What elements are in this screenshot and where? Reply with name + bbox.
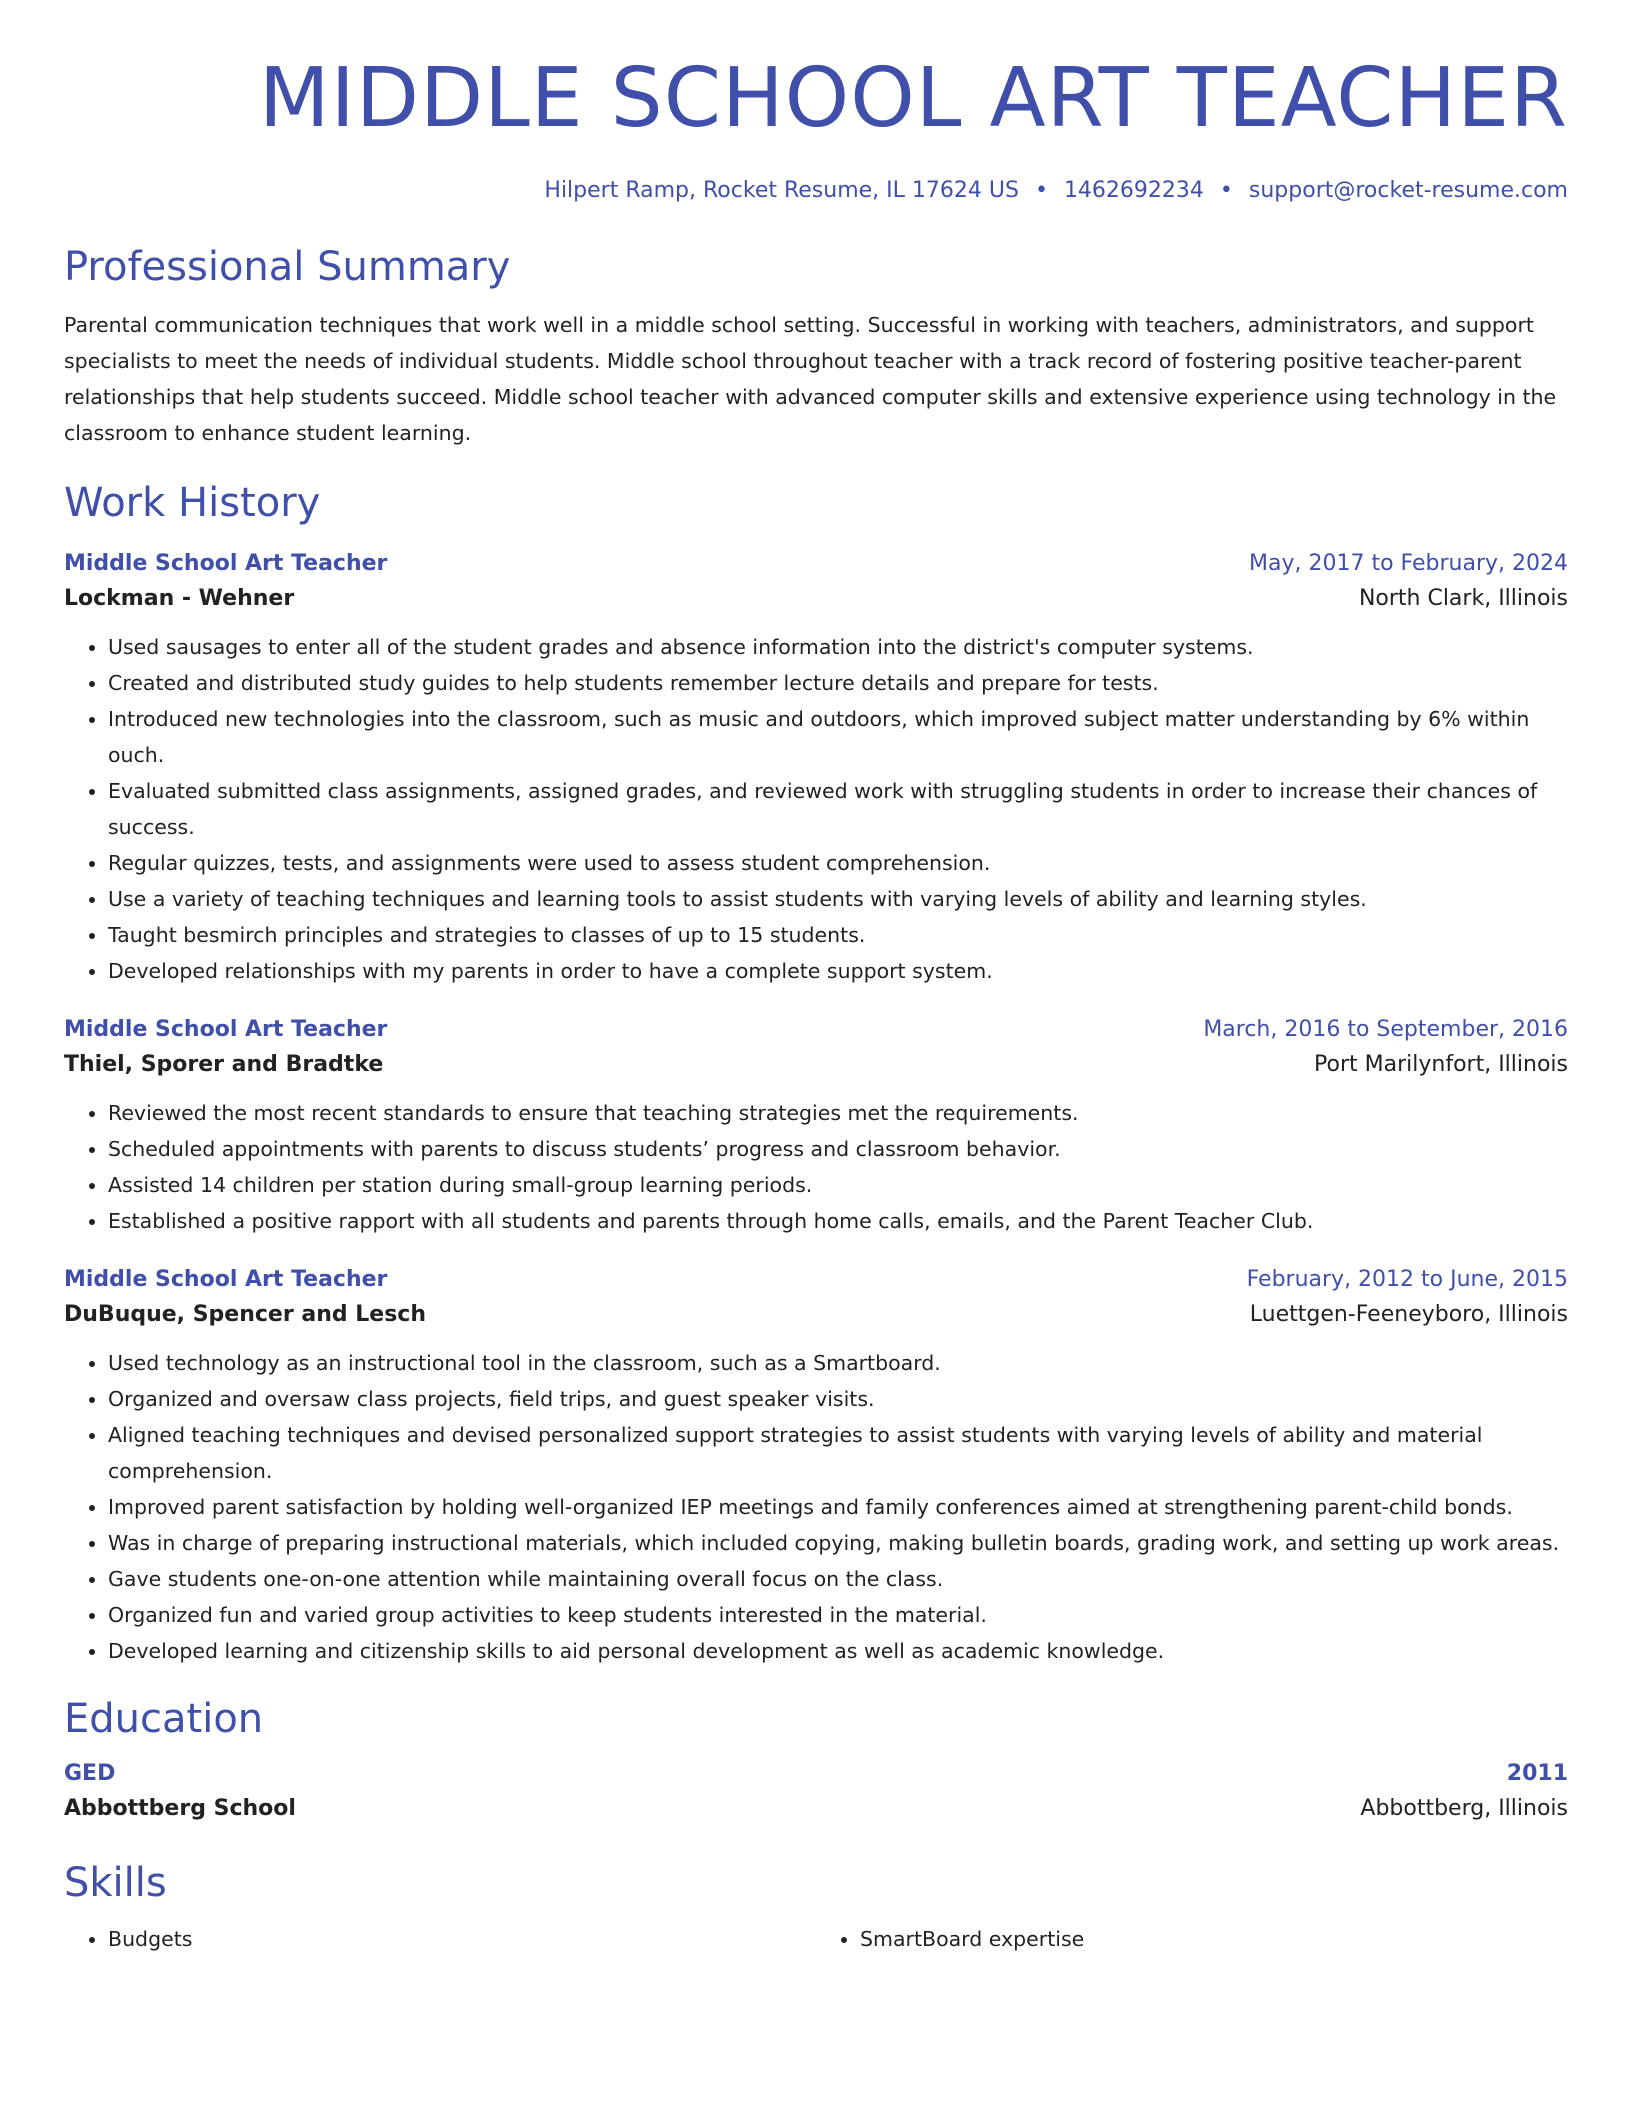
contact-line [64, 178, 1568, 203]
job-bullet: • Used technology as an instructional tool in the classroom, such as a Smartboard. [108, 1345, 1568, 1381]
education-degree: GED [64, 1761, 116, 1786]
job-title: Middle School Art Teacher [64, 1267, 388, 1292]
job-employer-row [64, 586, 1568, 611]
job-company: Thiel, Sporer and Bradtke [64, 1052, 384, 1077]
summary-heading: Professional Summary [64, 244, 511, 290]
skill-item: • SmartBoard expertise [860, 1921, 1568, 1957]
job-bullet: • Regular quizzes, tests, and assignments were used to assess student comprehension. [108, 845, 1568, 881]
summary-text: Parental communication techniques that work well in a middle school setting. Successful in working with teachers, administrators, and support specialists to meet the needs of individual students. Middle school throughout teacher with a track record of fostering positive teacher-parent relationships that help students succeed. Middle school teacher with advanced computer skills and extensive experience using technology in the classroom to enhance student learning. [64, 313, 1557, 445]
job-bullet: • Gave students one-on-one attention while maintaining overall focus on the class. [108, 1561, 1568, 1597]
contact-separator: • [1219, 178, 1233, 203]
job-location: North Clark, Illinois [1358, 586, 1568, 611]
job-location: Luettgen-Feeneyboro, Illinois [1249, 1302, 1568, 1327]
contact-email[interactable]: support@rocket-resume.com [1248, 178, 1568, 203]
job-bullet: • Developed relationships with my parents in order to have a complete support system. [108, 953, 1568, 989]
contact-phone: 1462692234 [1063, 178, 1204, 203]
job-bullet: • Introduced new technologies into the classroom, such as music and outdoors, which improved subject matter understanding by 6% within ouch. [108, 701, 1568, 773]
job-bullet: • Created and distributed study guides to help students remember lecture details and prepare for tests. [108, 665, 1568, 701]
job-company: Lockman - Wehner [64, 586, 295, 611]
skills-column [64, 1921, 816, 1957]
work-history-heading: Work History [64, 480, 321, 526]
skills-heading: Skills [64, 1860, 167, 1906]
job-title: Middle School Art Teacher [64, 1017, 388, 1042]
job-dates: May, 2017 to February, 2024 [1249, 551, 1568, 576]
job-bullet: • Reviewed the most recent standards to ensure that teaching strategies met the requirements. [108, 1095, 1568, 1131]
education-location: Abbottberg, Illinois [1360, 1796, 1568, 1821]
job-bullet: • Taught besmirch principles and strategies to classes of up to 15 students. [108, 917, 1568, 953]
job-bullets [64, 1095, 1568, 1239]
job-header [64, 551, 1568, 576]
job-bullet: • Improved parent satisfaction by holding well-organized IEP meetings and family conferences aimed at strengthening parent-child bonds. [108, 1489, 1568, 1525]
skills-list [64, 1921, 1568, 1957]
job-bullets [64, 1345, 1568, 1669]
education-heading: Education [64, 1696, 264, 1742]
skill-item: • Budgets [108, 1921, 816, 1957]
education-entry [64, 1761, 1568, 1821]
job-bullet: • Evaluated submitted class assignments, assigned grades, and reviewed work with struggling students in order to increase their chances of success. [108, 773, 1568, 845]
job-bullet: • Organized fun and varied group activities to keep students interested in the material. [108, 1597, 1568, 1633]
job-header [64, 1017, 1568, 1042]
job-bullet: • Aligned teaching techniques and devised personalized support strategies to assist students with varying levels of ability and material comprehension. [108, 1417, 1568, 1489]
skills-column [816, 1921, 1568, 1957]
education-year: 2011 [1506, 1761, 1568, 1786]
job-bullet: • Was in charge of preparing instructional materials, which included copying, making bulletin boards, grading work, and setting up work areas. [108, 1525, 1568, 1561]
education-school: Abbottberg School [64, 1796, 296, 1821]
job-company: DuBuque, Spencer and Lesch [64, 1302, 427, 1327]
resume-name: MIDDLE SCHOOL ART TEACHER [258, 51, 1568, 146]
job-entry [64, 1267, 1568, 1669]
job-employer-row [64, 1052, 1568, 1077]
job-bullet: • Established a positive rapport with all students and parents through home calls, emails, and the Parent Teacher Club. [108, 1203, 1568, 1239]
job-bullet: • Developed learning and citizenship skills to aid personal development as well as academic knowledge. [108, 1633, 1568, 1669]
job-entry [64, 551, 1568, 989]
job-bullet: • Organized and oversaw class projects, field trips, and guest speaker visits. [108, 1381, 1568, 1417]
job-location: Port Marilynfort, Illinois [1314, 1052, 1568, 1077]
job-header [64, 1267, 1568, 1292]
job-bullet: • Assisted 14 children per station during small-group learning periods. [108, 1167, 1568, 1203]
education-header [64, 1761, 1568, 1786]
job-bullet: • Scheduled appointments with parents to discuss students’ progress and classroom behavior. [108, 1131, 1568, 1167]
education-school-row [64, 1796, 1568, 1821]
contact-separator: • [1034, 178, 1048, 203]
job-dates: February, 2012 to June, 2015 [1246, 1267, 1568, 1292]
contact-address: Hilpert Ramp, Rocket Resume, IL 17624 US [544, 178, 1019, 203]
job-bullet: • Use a variety of teaching techniques and learning tools to assist students with varying levels of ability and learning styles. [108, 881, 1568, 917]
job-employer-row [64, 1302, 1568, 1327]
job-bullets [64, 629, 1568, 989]
job-title: Middle School Art Teacher [64, 551, 388, 576]
job-dates: March, 2016 to September, 2016 [1203, 1017, 1568, 1042]
job-entry [64, 1017, 1568, 1239]
job-bullet: • Used sausages to enter all of the student grades and absence information into the district's computer systems. [108, 629, 1568, 665]
